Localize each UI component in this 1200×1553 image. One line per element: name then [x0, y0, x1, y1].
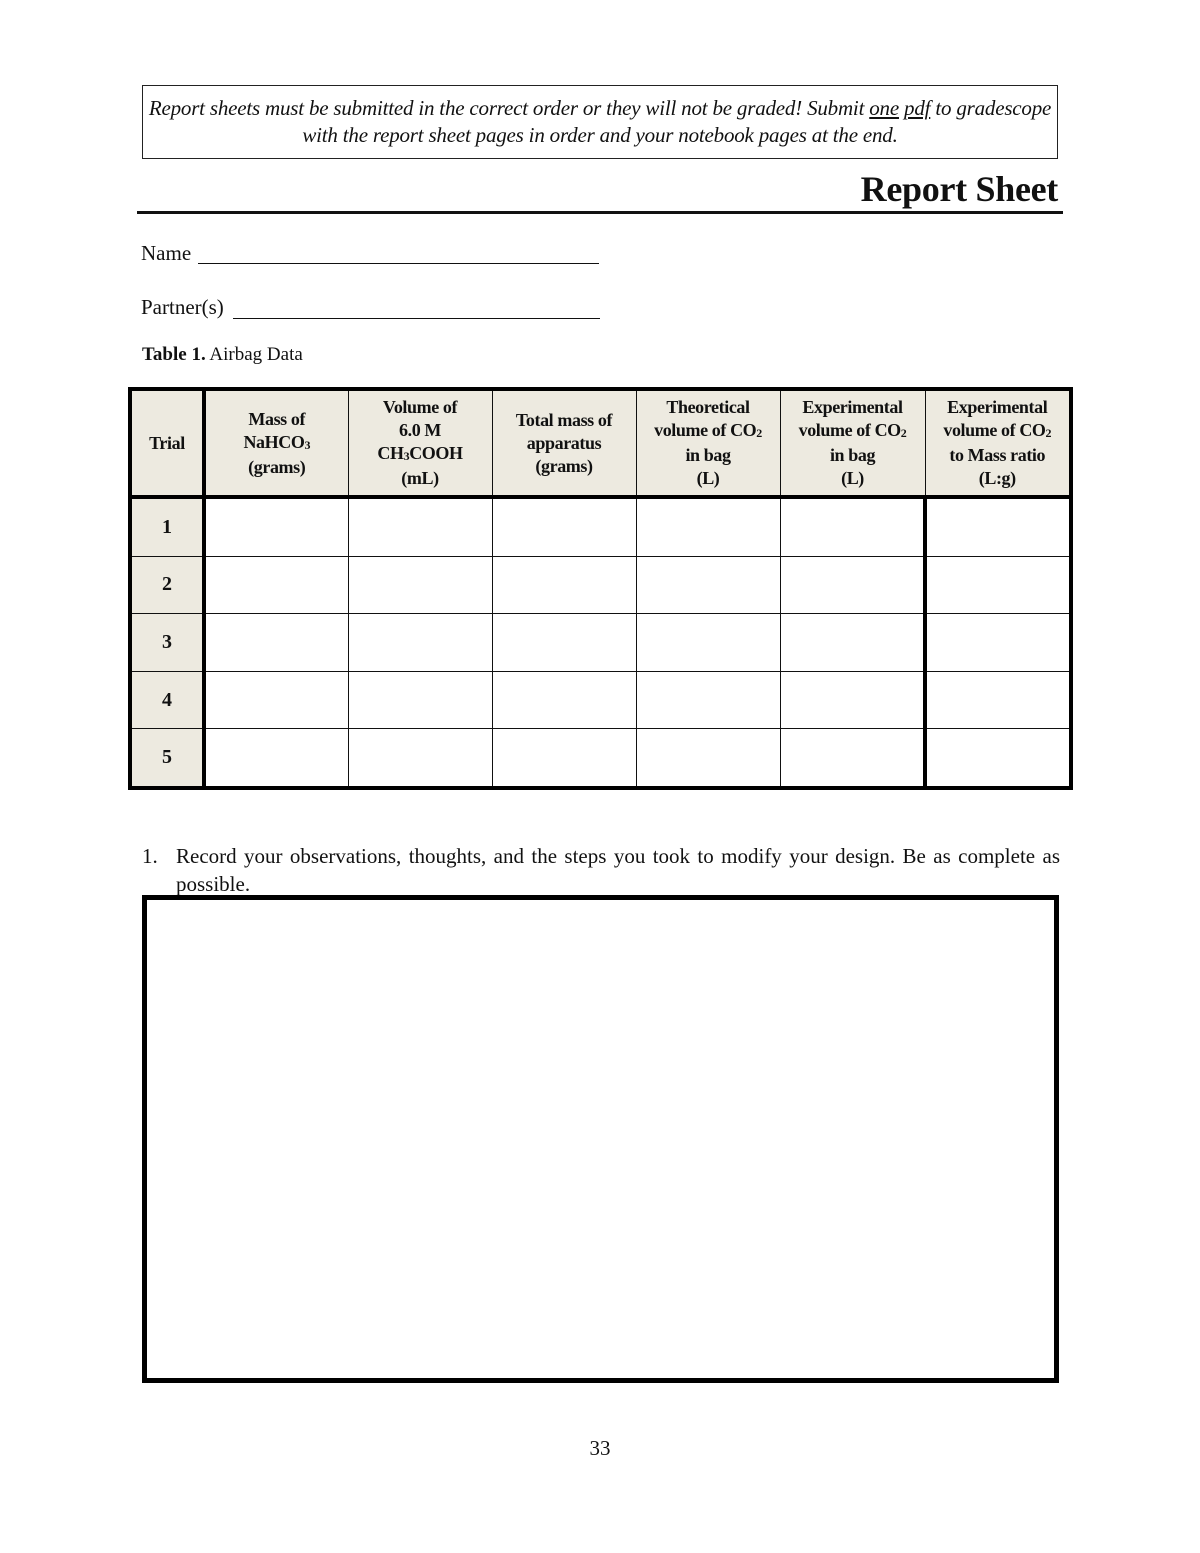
cell-mass[interactable]: [204, 729, 348, 788]
cell-volume[interactable]: [348, 556, 492, 614]
cell-theoretical[interactable]: [636, 671, 780, 729]
trial-number: 1: [130, 497, 204, 556]
trial-number: 2: [130, 556, 204, 614]
cell-volume[interactable]: [348, 614, 492, 672]
cell-experimental[interactable]: [780, 497, 925, 556]
title-rule: [137, 211, 1063, 214]
cell-experimental[interactable]: [780, 729, 925, 788]
header-theoretical-volume: Theoretical volume of $CO_2$ in bag (L): [636, 389, 780, 497]
name-label: Name: [141, 241, 192, 265]
notice-text-part1: Report sheets must be submitted in the correct order or they will not be graded! Submit: [148, 96, 870, 120]
header-volume-acetic-acid: Volume of 6.0 M $CH_3COOH$ (mL): [348, 389, 492, 497]
cell-mass[interactable]: [204, 497, 348, 556]
cell-total-mass[interactable]: [492, 497, 636, 556]
table-caption-label: Table 1.: [142, 344, 206, 365]
header-mass-nahco3: Mass of NaHCO$_3$ (grams): [204, 389, 348, 497]
partner-label: Partner(s): [141, 295, 224, 319]
cell-ratio[interactable]: [925, 671, 1071, 729]
cell-mass[interactable]: [204, 614, 348, 672]
cell-experimental[interactable]: [780, 614, 925, 672]
cell-experimental[interactable]: [780, 671, 925, 729]
table-row: [130, 497, 1071, 556]
name-field-line[interactable]: [198, 263, 599, 264]
cell-theoretical[interactable]: [636, 556, 780, 614]
trial-number: 3: [130, 614, 204, 672]
page-title: Report Sheet: [860, 169, 1058, 209]
notice-text-part2: to gradescope with the report sheet pages in order and your notebook pages at the end.: [302, 96, 1052, 147]
header-trial: Trial: [130, 389, 204, 497]
cell-total-mass[interactable]: [492, 729, 636, 788]
trial-number: 4: [130, 671, 204, 729]
cell-ratio[interactable]: [925, 556, 1071, 614]
cell-total-mass[interactable]: [492, 614, 636, 672]
airbag-data-table: [128, 387, 1073, 790]
partner-field-line[interactable]: [233, 318, 600, 319]
table-row: [130, 614, 1071, 672]
cell-ratio[interactable]: [925, 497, 1071, 556]
cell-mass[interactable]: [204, 671, 348, 729]
cell-theoretical[interactable]: [636, 614, 780, 672]
header-total-mass: Total mass of apparatus (grams): [492, 389, 636, 497]
table-row: [130, 556, 1071, 614]
notice-underlined-pdf: pdf: [904, 96, 931, 120]
cell-total-mass[interactable]: [492, 556, 636, 614]
table-caption: [142, 344, 303, 366]
cell-mass[interactable]: [204, 556, 348, 614]
cell-experimental[interactable]: [780, 556, 925, 614]
cell-volume[interactable]: [348, 497, 492, 556]
cell-volume[interactable]: [348, 671, 492, 729]
cell-ratio[interactable]: [925, 614, 1071, 672]
question-1: [142, 842, 1060, 898]
table-caption-text: Airbag Data: [205, 344, 303, 365]
trial-number: 5: [130, 729, 204, 788]
submission-notice: [142, 85, 1058, 159]
cell-total-mass[interactable]: [492, 671, 636, 729]
header-experimental-volume: Experimental volume of $CO_2$ in bag (L): [780, 389, 925, 497]
notice-underlined-one: one: [869, 96, 899, 120]
page-number: 33: [589, 1436, 611, 1460]
table-header-row: [130, 389, 1071, 497]
question-text: Record your observations, thoughts, and the steps you took to modify your design. Be as complete as possible.: [176, 844, 1060, 896]
question-number: 1.: [142, 844, 158, 868]
table-row: [130, 729, 1071, 788]
table-row: [130, 671, 1071, 729]
cell-theoretical[interactable]: [636, 729, 780, 788]
header-volume-mass-ratio: Experimental volume of $CO_2$ to Mass ratio (L:g): [925, 389, 1071, 497]
cell-theoretical[interactable]: [636, 497, 780, 556]
answer-box[interactable]: [142, 895, 1059, 1383]
cell-volume[interactable]: [348, 729, 492, 788]
cell-ratio[interactable]: [925, 729, 1071, 788]
